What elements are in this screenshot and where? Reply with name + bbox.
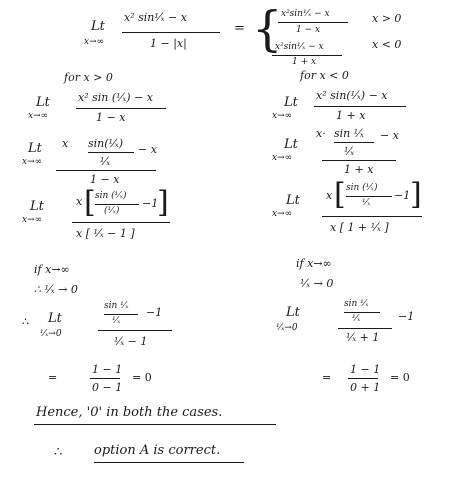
right-s2-x: x· bbox=[316, 127, 326, 140]
limit-symbol: Lt bbox=[91, 19, 105, 34]
case1-bar bbox=[278, 22, 348, 23]
left-s3-denominator: x [ ¹⁄ₓ − 1 ] bbox=[76, 227, 135, 240]
right-s2-bar bbox=[322, 160, 396, 161]
limit-subscript: x→∞ bbox=[84, 37, 105, 47]
right-s3-inner-num: sin (¹⁄ₓ) bbox=[346, 183, 378, 193]
left-s3-inner-bar bbox=[95, 204, 139, 205]
right-s2-inner-bar bbox=[334, 142, 374, 143]
left-result-equals: = bbox=[48, 371, 58, 384]
right-s2-sub: x→∞ bbox=[272, 153, 293, 163]
right-s4-num-b: ¹⁄ₓ bbox=[352, 314, 361, 324]
left-s4-inner-bar bbox=[104, 314, 138, 315]
right-s3-bracket-close: ] bbox=[410, 177, 422, 212]
option-underline bbox=[94, 462, 244, 463]
right-heading: for x < 0 bbox=[300, 69, 349, 82]
left-s2-inner-num: sin(¹⁄ₓ) bbox=[88, 137, 123, 150]
right-s4-num-tail: −1 bbox=[398, 310, 415, 323]
right-result-denominator: 0 + 1 bbox=[350, 381, 381, 394]
left-s2-tail: − x bbox=[138, 143, 157, 156]
right-s3-bracket-open: [ bbox=[334, 177, 346, 212]
right-s1-sub: x→∞ bbox=[272, 111, 293, 121]
right-s3-sub: x→∞ bbox=[272, 209, 293, 219]
case2-numerator: x²sin¹⁄ₓ − x bbox=[275, 42, 324, 52]
left-s2-sub: x→∞ bbox=[22, 157, 43, 167]
right-s1-limit: Lt bbox=[284, 95, 298, 110]
left-therefore: ∴ ¹⁄ₓ → 0 bbox=[34, 283, 78, 296]
left-s3-bracket-open: [ bbox=[84, 185, 96, 220]
left-s3-x: x bbox=[76, 195, 83, 208]
left-s2-bar bbox=[56, 170, 156, 171]
left-s4-limit: Lt bbox=[48, 311, 62, 326]
left-s1-limit: Lt bbox=[36, 95, 50, 110]
left-result-denominator: 0 − 1 bbox=[92, 381, 123, 394]
left-s3-inner-den: (¹⁄ₓ) bbox=[104, 206, 120, 216]
fraction-bar bbox=[122, 32, 220, 33]
left-s1-numerator: x² sin (¹⁄ₓ) − x bbox=[78, 91, 154, 104]
left-brace: { bbox=[252, 1, 283, 57]
left-s4-num-a: sin ¹⁄ₓ bbox=[104, 301, 129, 311]
right-s3-limit: Lt bbox=[286, 193, 300, 208]
equals-sign: = bbox=[234, 21, 245, 36]
right-result-bar bbox=[348, 378, 378, 379]
left-s2-denominator: 1 − x bbox=[90, 173, 120, 186]
right-s4-inner-bar bbox=[344, 312, 380, 313]
denominator: 1 − |x| bbox=[150, 37, 187, 50]
left-s4-bar bbox=[98, 330, 172, 331]
numerator: x² sin¹⁄ₓ − x bbox=[124, 11, 187, 24]
right-s4-sub: ¹⁄ₓ→0 bbox=[276, 323, 298, 333]
right-s2-inner-den: ¹⁄ₓ bbox=[344, 145, 355, 158]
right-s4-denominator: ¹⁄ₓ + 1 bbox=[346, 331, 380, 344]
case1-condition: x > 0 bbox=[372, 12, 402, 25]
left-s1-bar bbox=[76, 108, 166, 109]
case2-bar bbox=[272, 55, 342, 56]
right-if: if x→∞ bbox=[296, 257, 332, 270]
right-s1-denominator: 1 + x bbox=[336, 109, 366, 122]
left-s3-sub: x→∞ bbox=[22, 215, 43, 225]
left-s4-num-tail: −1 bbox=[146, 306, 163, 319]
right-s3-tail: −1 bbox=[394, 189, 411, 202]
right-s2-denominator: 1 + x bbox=[344, 163, 374, 176]
right-result-equals: = bbox=[322, 371, 332, 384]
case2-denominator: 1 + x bbox=[292, 57, 317, 67]
left-s2-limit: Lt bbox=[28, 141, 42, 156]
left-s1-denominator: 1 − x bbox=[96, 111, 126, 124]
case1-numerator: x²sin¹⁄ₓ − x bbox=[281, 9, 330, 19]
left-s3-bar bbox=[72, 222, 170, 223]
left-s3-bracket-close: ] bbox=[157, 185, 169, 220]
right-s2-tail: − x bbox=[380, 129, 399, 142]
right-s4-bar bbox=[338, 328, 392, 329]
right-s4-num-a: sin ¹⁄ₓ bbox=[344, 299, 369, 309]
right-s3-bar bbox=[322, 216, 422, 217]
left-s2-inner-den: ¹⁄ₓ bbox=[100, 155, 111, 168]
hence-line: Hence, '0' in both the cases. bbox=[36, 405, 223, 420]
left-if: if x→∞ bbox=[34, 263, 70, 276]
right-s4-limit: Lt bbox=[286, 305, 300, 320]
left-s3-tail: −1 bbox=[142, 197, 159, 210]
left-s1-sub: x→∞ bbox=[28, 111, 49, 121]
left-s4-dots: ∴ bbox=[22, 315, 29, 328]
left-s4-denominator: ¹⁄ₓ − 1 bbox=[114, 335, 148, 348]
left-result-numerator: 1 − 1 bbox=[92, 363, 123, 376]
right-result-value: = 0 bbox=[390, 371, 410, 384]
right-s2-limit: Lt bbox=[284, 137, 298, 152]
right-s1-bar bbox=[314, 106, 406, 107]
right-s3-inner-bar bbox=[346, 196, 392, 197]
right-s2-inner-num: sin ¹⁄ₓ bbox=[334, 127, 364, 140]
left-s3-limit: Lt bbox=[30, 199, 44, 214]
right-therefore: ¹⁄ₓ → 0 bbox=[300, 277, 334, 290]
right-s1-numerator: x² sin(¹⁄ₓ) − x bbox=[316, 89, 388, 102]
case1-denominator: 1 − x bbox=[296, 25, 321, 35]
option-line: option A is correct. bbox=[94, 443, 221, 458]
right-s3-inner-den: ¹⁄ₓ bbox=[362, 198, 371, 208]
left-result-value: = 0 bbox=[132, 371, 152, 384]
case2-condition: x < 0 bbox=[372, 38, 402, 51]
left-s4-num-b: ¹⁄ₓ bbox=[112, 316, 121, 326]
left-s2-x: x bbox=[62, 137, 69, 150]
right-s3-denominator: x [ 1 + ¹⁄ₓ ] bbox=[330, 221, 389, 234]
left-s4-sub: ¹⁄ₓ→0 bbox=[40, 329, 62, 339]
left-result-bar bbox=[90, 378, 120, 379]
therefore-symbol: ∴ bbox=[54, 445, 63, 460]
right-s3-x: x bbox=[326, 189, 333, 202]
left-heading: for x > 0 bbox=[64, 71, 113, 84]
hence-underline bbox=[34, 424, 276, 425]
right-result-numerator: 1 − 1 bbox=[350, 363, 381, 376]
left-s2-inner-bar bbox=[88, 152, 134, 153]
left-s3-inner-num: sin (¹⁄ₓ) bbox=[95, 191, 127, 201]
